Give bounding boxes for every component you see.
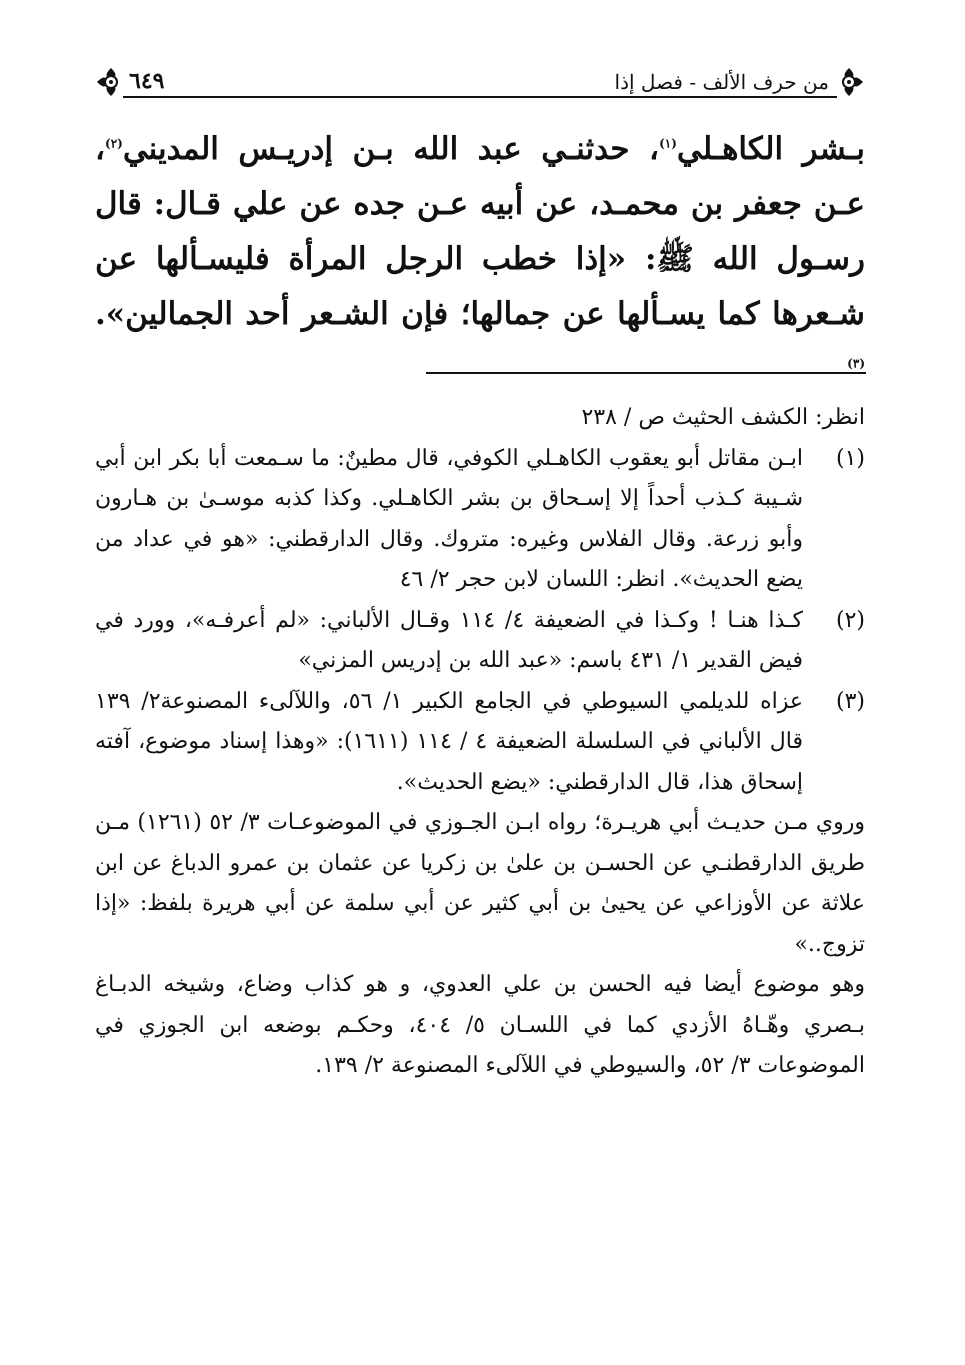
footnote-ref: (٢) <box>105 136 123 151</box>
footnote-number: (٣) <box>835 688 865 714</box>
hadith-paragraph <box>95 122 865 397</box>
footnote-paragraph: وروي مـن حديـث أبي هريـرة؛ رواه ابـن الجـوزي في الموضوعـات ٣/ ٥٢ (١٢٦١) مـن طريق الدارقطنـي عن الحسـن بن علىٰ بن زكريا عن عثمان بن عمرو الدباغ عن ابن علاثة عن الأوزاعي عن يحيىٰ بن أبي كثير عن أبي سلمة عن أبي هريرة بلفظ: «إذا تزوج..» <box>95 810 865 957</box>
footnote-intro: انظر: الكشف الحثيث ص / ٢٣٨ <box>581 405 865 430</box>
footnote-number: (١) <box>835 445 865 471</box>
footnote-separator <box>426 372 866 374</box>
hadith-text-part: ، عـن جعفر بن محمـد، عن أبيه عـن جده عن علي قـال: قال رسـول الله ﷺ: «إذا خطب الرجل المرأة فليسـألها عن شـعرها كما يسـألها عن جمالها؛ فإن الشـعر أحد الجمالين». <box>95 131 865 332</box>
running-title: من حرف الألف - فصل إذا <box>614 70 829 94</box>
footnote-number: (٢) <box>835 607 865 633</box>
footnote-item <box>95 682 865 804</box>
header-rule <box>123 96 837 98</box>
footnote-text: عزاه للديلمي السيوطي في الجامع الكبير ١/ ٥٦، واللآلىء المصنوعة٢/ ١٣٩ قال الألباني في السلسلة الضعيفة ٤ / ١١٤ (١٦١١): «وهذا إسناد موضوع، آفته إسحاق هذا، قال الدارقطني: «يضع الحديث». <box>95 688 804 795</box>
footnote-ref: (٣) <box>847 356 865 371</box>
hadith-text-part: ، حدثنـي عبد الله بـن إدريـس المديني <box>122 131 660 167</box>
running-header <box>95 66 865 102</box>
floral-ornament-icon <box>833 66 865 98</box>
hadith-text <box>95 122 865 397</box>
footnote-paragraph: وهو موضوع أيضا فيه الحسن بن علي العدوي، و هو كذاب وضاع، وشيخه الدبـاغ بـصري وهّـاهُ الأزدي كما في اللسـان ٥/ ٤٠٤، وحكـم بوضعه ابن الجوزي في الموضوعات ٣/ ٥٢، والسيوطي في اللآلىء المصنوعة ٢/ ١٣٩. <box>95 972 865 1078</box>
floral-ornament-icon <box>95 66 127 98</box>
footnote-item <box>95 601 865 682</box>
footnote-item <box>95 439 865 601</box>
hadith-text-part: بـشر الكاهـلي <box>676 131 865 167</box>
footnote-ref: (١) <box>659 136 677 151</box>
footnote-text: كـذا هنـا ! وكـذا في الضعيفة ٤/ ١١٤ وقـال الألباني: «لم أعرفـه»، وورد في فيض القدير ١/ ٤٣١ باسم: «عبد الله بن إدريس المزني» <box>95 607 804 673</box>
footnotes <box>95 398 865 1087</box>
page-number: ٦٤٩ <box>129 68 165 94</box>
footnote-text: ابـن مقاتل أبو يعقوب الكاهـلي الكوفي، قال مطينٌ: ما سـمعت أبا بكر ابن أبي شـيبة كـذب أحداً إلا إسـحاق بن بشر الكاهـلي. وكذا كذبه موسـىٰ بن هـارون وأبو زرعة. وقال الفلاس وغيره: متروك. وقال الدارقطني: «هو في عداد من يضع الحديث». انظر: اللسان لابن حجر ٢/ ٤٦ <box>95 445 803 592</box>
